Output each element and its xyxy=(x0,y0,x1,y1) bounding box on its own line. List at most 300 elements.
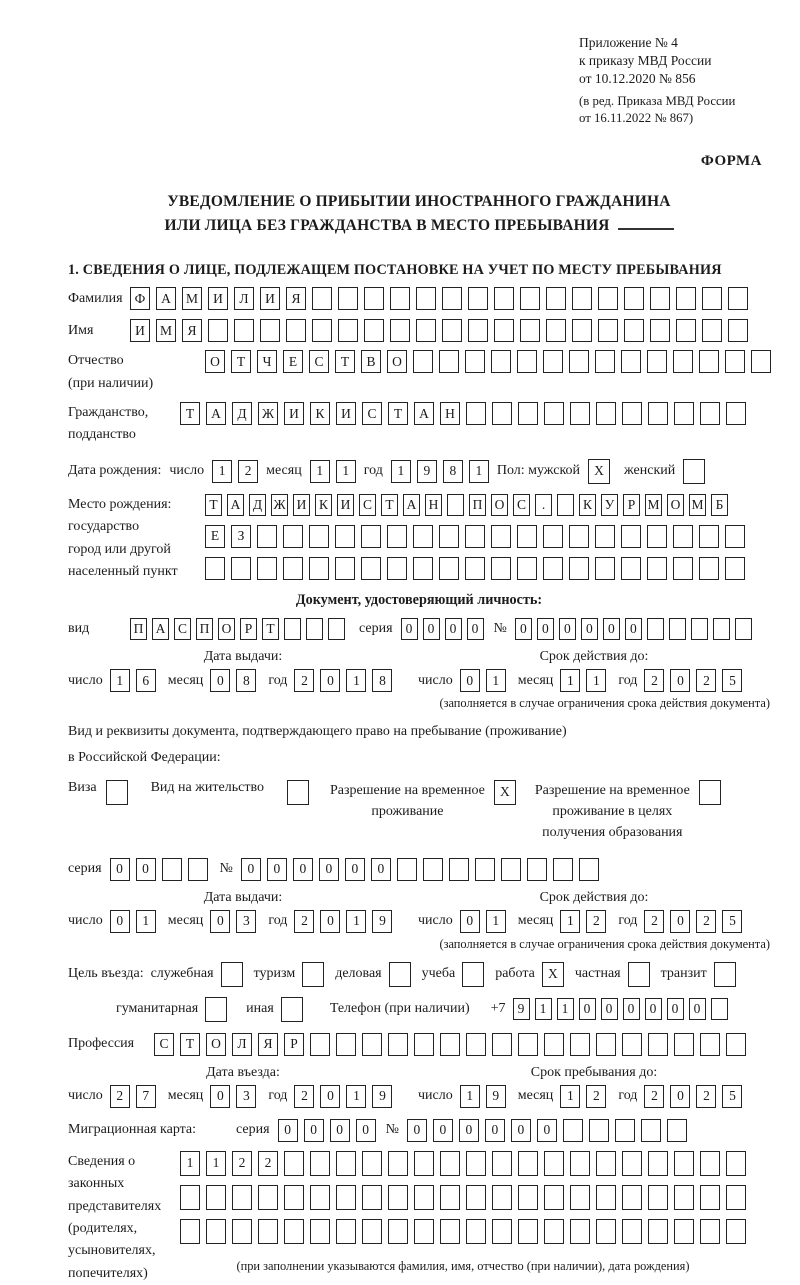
doc-type-char-cell[interactable]: О xyxy=(218,618,235,640)
doc-nomer-cells[interactable] xyxy=(515,618,752,640)
migration-nomer-cell[interactable] xyxy=(641,1119,661,1142)
migration-nomer-cell[interactable] xyxy=(667,1119,687,1142)
residence-issue-day[interactable] xyxy=(110,910,156,933)
surname-cells[interactable] xyxy=(130,287,748,310)
date-cell[interactable]: 1 xyxy=(560,910,580,933)
birthplace-char-cell[interactable] xyxy=(725,525,745,548)
date-cell[interactable]: 5 xyxy=(722,910,742,933)
representative-char-cell[interactable] xyxy=(388,1219,408,1244)
firstname-char-cell[interactable] xyxy=(390,319,410,342)
residence-valid-day[interactable] xyxy=(460,910,506,933)
profession-char-cell[interactable]: Р xyxy=(284,1033,304,1056)
surname-char-cell[interactable] xyxy=(390,287,410,310)
residence-nomer-cell[interactable] xyxy=(423,858,443,881)
date-cell[interactable]: 9 xyxy=(372,910,392,933)
date-cell[interactable]: 1 xyxy=(346,1085,366,1108)
representatives-cells-row2[interactable] xyxy=(180,1185,746,1210)
purpose-option-delovaya-checkbox[interactable] xyxy=(389,962,411,987)
purpose-cell[interactable] xyxy=(302,962,324,987)
phone-digit-cell[interactable]: 0 xyxy=(667,998,684,1020)
representative-char-cell[interactable] xyxy=(336,1219,356,1244)
patronymic-char-cell[interactable] xyxy=(595,350,615,373)
surname-char-cell[interactable] xyxy=(676,287,696,310)
date-cell[interactable]: 0 xyxy=(320,910,340,933)
doc-nomer-cell[interactable]: 0 xyxy=(581,618,598,640)
birthplace-char-cell[interactable] xyxy=(673,557,693,580)
citizenship-char-cell[interactable] xyxy=(596,402,616,425)
representative-char-cell[interactable]: 1 xyxy=(206,1151,226,1176)
rvp-checkbox[interactable] xyxy=(494,780,516,805)
migration-seriya-cell[interactable]: 0 xyxy=(356,1119,376,1142)
phone-digit-cell[interactable]: 0 xyxy=(645,998,662,1020)
birthplace-char-cell[interactable]: И xyxy=(337,494,354,516)
patronymic-char-cell[interactable] xyxy=(491,350,511,373)
patronymic-char-cell[interactable]: О xyxy=(387,350,407,373)
profession-char-cell[interactable] xyxy=(414,1033,434,1056)
profession-char-cell[interactable] xyxy=(336,1033,356,1056)
birthplace-char-cell[interactable] xyxy=(309,557,329,580)
residence-nomer-cell[interactable]: 0 xyxy=(293,858,313,881)
phone-digit-cell[interactable]: 0 xyxy=(689,998,706,1020)
doc-type-char-cell[interactable]: Р xyxy=(240,618,257,640)
citizenship-char-cell[interactable]: Т xyxy=(180,402,200,425)
doc-seriya-cell[interactable]: 0 xyxy=(445,618,462,640)
representative-char-cell[interactable] xyxy=(596,1219,616,1244)
birth-month-cell[interactable]: 1 xyxy=(336,460,356,483)
representative-char-cell[interactable] xyxy=(622,1151,642,1176)
phone-digit-cell[interactable]: 1 xyxy=(535,998,552,1020)
purpose-option-gumanitarnaya-checkbox[interactable] xyxy=(205,997,227,1022)
surname-char-cell[interactable] xyxy=(442,287,462,310)
migration-nomer-cell[interactable]: 0 xyxy=(485,1119,505,1142)
birthplace-char-cell[interactable] xyxy=(569,525,589,548)
citizenship-char-cell[interactable]: Д xyxy=(232,402,252,425)
birthplace-char-cell[interactable] xyxy=(439,525,459,548)
representative-char-cell[interactable] xyxy=(440,1185,460,1210)
birthplace-char-cell[interactable] xyxy=(257,525,277,548)
patronymic-char-cell[interactable] xyxy=(751,350,771,373)
birthplace-char-cell[interactable]: М xyxy=(645,494,662,516)
birthplace-char-cell[interactable]: З xyxy=(231,525,251,548)
birthplace-char-cell[interactable]: . xyxy=(535,494,552,516)
profession-char-cell[interactable] xyxy=(674,1033,694,1056)
representative-char-cell[interactable] xyxy=(388,1185,408,1210)
migration-nomer-cell[interactable]: 0 xyxy=(407,1119,427,1142)
birthplace-cells-row3[interactable] xyxy=(205,557,745,580)
rvp-edu-cell[interactable] xyxy=(699,780,721,805)
birthplace-char-cell[interactable]: Ж xyxy=(271,494,288,516)
citizenship-char-cell[interactable]: А xyxy=(206,402,226,425)
date-cell[interactable]: 1 xyxy=(486,669,506,692)
doc-seriya-cell[interactable]: 0 xyxy=(401,618,418,640)
patronymic-char-cell[interactable] xyxy=(647,350,667,373)
date-cell[interactable]: 2 xyxy=(696,1085,716,1108)
birthplace-char-cell[interactable] xyxy=(647,525,667,548)
doc-type-char-cell[interactable]: Т xyxy=(262,618,279,640)
residence-seriya-cell[interactable]: 0 xyxy=(110,858,130,881)
birthplace-char-cell[interactable]: Е xyxy=(205,525,225,548)
patronymic-char-cell[interactable] xyxy=(465,350,485,373)
birthplace-char-cell[interactable]: С xyxy=(513,494,530,516)
purpose-option-rabota-checkbox[interactable] xyxy=(542,962,564,987)
birthplace-char-cell[interactable]: А xyxy=(227,494,244,516)
representative-char-cell[interactable] xyxy=(492,1185,512,1210)
birthplace-char-cell[interactable] xyxy=(621,525,641,548)
date-cell[interactable]: 2 xyxy=(644,669,664,692)
residence-valid-month[interactable] xyxy=(560,910,606,933)
firstname-char-cell[interactable] xyxy=(702,319,722,342)
representative-char-cell[interactable] xyxy=(336,1151,356,1176)
representative-char-cell[interactable] xyxy=(544,1219,564,1244)
profession-char-cell[interactable]: О xyxy=(206,1033,226,1056)
patronymic-char-cell[interactable] xyxy=(673,350,693,373)
date-cell[interactable]: 5 xyxy=(722,669,742,692)
profession-char-cell[interactable]: Л xyxy=(232,1033,252,1056)
birthplace-char-cell[interactable] xyxy=(205,557,225,580)
representative-char-cell[interactable] xyxy=(284,1151,304,1176)
purpose-cell[interactable] xyxy=(281,997,303,1022)
date-cell[interactable]: 2 xyxy=(294,910,314,933)
birthplace-char-cell[interactable] xyxy=(621,557,641,580)
patronymic-char-cell[interactable] xyxy=(439,350,459,373)
residence-seriya-cell[interactable] xyxy=(188,858,208,881)
date-cell[interactable]: 0 xyxy=(210,1085,230,1108)
doc-type-cells[interactable] xyxy=(130,618,345,640)
residence-nomer-cell[interactable] xyxy=(397,858,417,881)
birthplace-char-cell[interactable] xyxy=(413,525,433,548)
representative-char-cell[interactable] xyxy=(414,1219,434,1244)
surname-char-cell[interactable] xyxy=(338,287,358,310)
representative-char-cell[interactable] xyxy=(388,1151,408,1176)
birthplace-char-cell[interactable] xyxy=(517,557,537,580)
date-cell[interactable]: 3 xyxy=(236,1085,256,1108)
birthplace-char-cell[interactable]: А xyxy=(403,494,420,516)
representative-char-cell[interactable] xyxy=(206,1185,226,1210)
migration-nomer-cell[interactable] xyxy=(615,1119,635,1142)
vnj-checkbox[interactable] xyxy=(287,780,309,805)
date-cell[interactable]: 9 xyxy=(486,1085,506,1108)
profession-char-cell[interactable] xyxy=(570,1033,590,1056)
representative-char-cell[interactable] xyxy=(518,1219,538,1244)
surname-char-cell[interactable] xyxy=(702,287,722,310)
representatives-cells-row3[interactable] xyxy=(180,1219,746,1244)
doc-type-char-cell[interactable] xyxy=(306,618,323,640)
purpose-cell[interactable] xyxy=(462,962,484,987)
representative-char-cell[interactable] xyxy=(518,1151,538,1176)
date-cell[interactable]: 2 xyxy=(644,910,664,933)
representative-char-cell[interactable] xyxy=(206,1219,226,1244)
birth-month-cell[interactable]: 1 xyxy=(310,460,330,483)
doc-type-char-cell[interactable]: П xyxy=(130,618,147,640)
representative-char-cell[interactable] xyxy=(622,1219,642,1244)
patronymic-char-cell[interactable]: С xyxy=(309,350,329,373)
residence-nomer-cell[interactable] xyxy=(553,858,573,881)
birthplace-char-cell[interactable] xyxy=(387,557,407,580)
doc-nomer-cell[interactable]: 0 xyxy=(537,618,554,640)
representative-char-cell[interactable] xyxy=(648,1219,668,1244)
representative-char-cell[interactable] xyxy=(310,1185,330,1210)
patronymic-char-cell[interactable] xyxy=(569,350,589,373)
stay-day[interactable] xyxy=(460,1085,506,1108)
patronymic-char-cell[interactable]: Е xyxy=(283,350,303,373)
date-cell[interactable]: 2 xyxy=(110,1085,130,1108)
patronymic-char-cell[interactable] xyxy=(725,350,745,373)
purpose-option-inaya-checkbox[interactable] xyxy=(281,997,303,1022)
birthplace-char-cell[interactable] xyxy=(439,557,459,580)
representative-char-cell[interactable] xyxy=(622,1185,642,1210)
date-cell[interactable]: 5 xyxy=(722,1085,742,1108)
birthplace-char-cell[interactable]: С xyxy=(359,494,376,516)
doc-type-char-cell[interactable]: А xyxy=(152,618,169,640)
patronymic-char-cell[interactable]: Т xyxy=(335,350,355,373)
date-cell[interactable]: 7 xyxy=(136,1085,156,1108)
patronymic-char-cell[interactable]: В xyxy=(361,350,381,373)
birthplace-char-cell[interactable]: М xyxy=(689,494,706,516)
birthplace-char-cell[interactable] xyxy=(647,557,667,580)
representative-char-cell[interactable] xyxy=(674,1185,694,1210)
citizenship-char-cell[interactable]: С xyxy=(362,402,382,425)
surname-char-cell[interactable] xyxy=(520,287,540,310)
residence-seriya-cells[interactable] xyxy=(110,858,208,881)
firstname-char-cell[interactable] xyxy=(650,319,670,342)
date-cell[interactable]: 0 xyxy=(210,669,230,692)
citizenship-char-cell[interactable] xyxy=(622,402,642,425)
birthplace-char-cell[interactable]: И xyxy=(293,494,310,516)
entry-month[interactable] xyxy=(210,1085,256,1108)
firstname-char-cell[interactable] xyxy=(546,319,566,342)
citizenship-char-cell[interactable] xyxy=(700,402,720,425)
representative-char-cell[interactable] xyxy=(232,1185,252,1210)
date-cell[interactable]: 0 xyxy=(670,669,690,692)
rvp-cell[interactable]: X xyxy=(494,780,516,805)
firstname-char-cell[interactable] xyxy=(520,319,540,342)
phone-digit-cell[interactable]: 1 xyxy=(557,998,574,1020)
phone-digit-cell[interactable]: 0 xyxy=(579,998,596,1020)
representative-char-cell[interactable] xyxy=(726,1185,746,1210)
birth-year-cells[interactable] xyxy=(391,460,489,483)
date-cell[interactable]: 6 xyxy=(136,669,156,692)
representative-char-cell[interactable] xyxy=(466,1185,486,1210)
migration-nomer-cell[interactable] xyxy=(589,1119,609,1142)
representative-char-cell[interactable] xyxy=(596,1151,616,1176)
identity-valid-year[interactable] xyxy=(644,669,742,692)
date-cell[interactable]: 2 xyxy=(696,910,716,933)
entry-year[interactable] xyxy=(294,1085,392,1108)
profession-char-cell[interactable] xyxy=(466,1033,486,1056)
birthplace-char-cell[interactable] xyxy=(335,557,355,580)
doc-nomer-cell[interactable]: 0 xyxy=(559,618,576,640)
date-cell[interactable]: 2 xyxy=(586,910,606,933)
birthplace-char-cell[interactable] xyxy=(413,557,433,580)
firstname-char-cell[interactable] xyxy=(728,319,748,342)
firstname-char-cell[interactable]: И xyxy=(130,319,150,342)
residence-nomer-cell[interactable]: 0 xyxy=(267,858,287,881)
identity-issue-year[interactable] xyxy=(294,669,392,692)
firstname-cells[interactable] xyxy=(130,319,748,342)
purpose-option-turizm-checkbox[interactable] xyxy=(302,962,324,987)
birthplace-cells-row1[interactable] xyxy=(205,494,745,516)
representative-char-cell[interactable] xyxy=(570,1219,590,1244)
birthplace-char-cell[interactable]: О xyxy=(491,494,508,516)
citizenship-char-cell[interactable] xyxy=(648,402,668,425)
representative-char-cell[interactable] xyxy=(362,1151,382,1176)
residence-nomer-cell[interactable]: 0 xyxy=(345,858,365,881)
doc-seriya-cell[interactable]: 0 xyxy=(423,618,440,640)
representative-char-cell[interactable] xyxy=(492,1219,512,1244)
date-cell[interactable]: 1 xyxy=(486,910,506,933)
residence-issue-year[interactable] xyxy=(294,910,392,933)
date-cell[interactable]: 9 xyxy=(372,1085,392,1108)
surname-char-cell[interactable] xyxy=(650,287,670,310)
migration-nomer-cell[interactable] xyxy=(563,1119,583,1142)
birthplace-cells-row2[interactable] xyxy=(205,525,745,548)
citizenship-char-cell[interactable] xyxy=(570,402,590,425)
birthplace-char-cell[interactable]: Н xyxy=(425,494,442,516)
birthplace-char-cell[interactable] xyxy=(361,557,381,580)
doc-nomer-cell[interactable] xyxy=(735,618,752,640)
representative-char-cell[interactable] xyxy=(466,1151,486,1176)
firstname-char-cell[interactable] xyxy=(234,319,254,342)
profession-char-cell[interactable] xyxy=(310,1033,330,1056)
patronymic-char-cell[interactable] xyxy=(517,350,537,373)
surname-char-cell[interactable] xyxy=(624,287,644,310)
representative-char-cell[interactable] xyxy=(440,1219,460,1244)
patronymic-cells[interactable] xyxy=(205,350,771,373)
doc-type-char-cell[interactable]: С xyxy=(174,618,191,640)
citizenship-char-cell[interactable]: А xyxy=(414,402,434,425)
residence-valid-year[interactable] xyxy=(644,910,742,933)
stay-month[interactable] xyxy=(560,1085,606,1108)
doc-type-char-cell[interactable] xyxy=(328,618,345,640)
migration-seriya-cell[interactable]: 0 xyxy=(304,1119,324,1142)
birthplace-char-cell[interactable] xyxy=(335,525,355,548)
representative-char-cell[interactable] xyxy=(232,1219,252,1244)
birthplace-char-cell[interactable]: Р xyxy=(623,494,640,516)
representative-char-cell[interactable] xyxy=(362,1185,382,1210)
doc-nomer-cell[interactable] xyxy=(691,618,708,640)
citizenship-char-cell[interactable]: И xyxy=(284,402,304,425)
representative-char-cell[interactable] xyxy=(414,1185,434,1210)
birthplace-char-cell[interactable] xyxy=(491,525,511,548)
profession-char-cell[interactable] xyxy=(648,1033,668,1056)
doc-type-char-cell[interactable]: П xyxy=(196,618,213,640)
birthplace-char-cell[interactable] xyxy=(517,525,537,548)
firstname-char-cell[interactable] xyxy=(676,319,696,342)
firstname-char-cell[interactable] xyxy=(624,319,644,342)
citizenship-char-cell[interactable]: И xyxy=(336,402,356,425)
representative-char-cell[interactable] xyxy=(310,1151,330,1176)
doc-nomer-cell[interactable] xyxy=(669,618,686,640)
date-cell[interactable]: 1 xyxy=(110,669,130,692)
identity-valid-month[interactable] xyxy=(560,669,606,692)
firstname-char-cell[interactable] xyxy=(598,319,618,342)
migration-seriya-cell[interactable]: 0 xyxy=(330,1119,350,1142)
birth-day-cell[interactable]: 1 xyxy=(212,460,232,483)
date-cell[interactable]: 3 xyxy=(236,910,256,933)
firstname-char-cell[interactable] xyxy=(286,319,306,342)
birthplace-char-cell[interactable]: Б xyxy=(711,494,728,516)
phone-digit-cell[interactable] xyxy=(711,998,728,1020)
profession-char-cell[interactable] xyxy=(622,1033,642,1056)
date-cell[interactable]: 0 xyxy=(320,669,340,692)
migration-seriya-cell[interactable]: 0 xyxy=(278,1119,298,1142)
firstname-char-cell[interactable] xyxy=(208,319,228,342)
patronymic-char-cell[interactable] xyxy=(699,350,719,373)
birthplace-char-cell[interactable] xyxy=(699,525,719,548)
birthplace-char-cell[interactable] xyxy=(465,557,485,580)
purpose-cell[interactable]: X xyxy=(542,962,564,987)
representative-char-cell[interactable] xyxy=(726,1219,746,1244)
doc-nomer-cell[interactable]: 0 xyxy=(603,618,620,640)
profession-char-cell[interactable] xyxy=(700,1033,720,1056)
representative-char-cell[interactable] xyxy=(674,1219,694,1244)
citizenship-char-cell[interactable]: К xyxy=(310,402,330,425)
firstname-char-cell[interactable] xyxy=(260,319,280,342)
representative-char-cell[interactable] xyxy=(700,1185,720,1210)
representative-char-cell[interactable] xyxy=(700,1151,720,1176)
representative-char-cell[interactable] xyxy=(596,1185,616,1210)
birthplace-char-cell[interactable]: К xyxy=(579,494,596,516)
representative-char-cell[interactable]: 2 xyxy=(258,1151,278,1176)
firstname-char-cell[interactable] xyxy=(364,319,384,342)
citizenship-char-cell[interactable]: Т xyxy=(388,402,408,425)
firstname-char-cell[interactable]: Я xyxy=(182,319,202,342)
profession-char-cell[interactable] xyxy=(388,1033,408,1056)
patronymic-char-cell[interactable]: Т xyxy=(231,350,251,373)
representative-char-cell[interactable] xyxy=(674,1151,694,1176)
residence-nomer-cell[interactable] xyxy=(449,858,469,881)
date-cell[interactable]: 1 xyxy=(136,910,156,933)
date-cell[interactable]: 2 xyxy=(294,1085,314,1108)
representative-char-cell[interactable] xyxy=(180,1219,200,1244)
birthplace-char-cell[interactable] xyxy=(283,557,303,580)
phone-digit-cell[interactable]: 0 xyxy=(601,998,618,1020)
patronymic-char-cell[interactable] xyxy=(543,350,563,373)
residence-nomer-cell[interactable]: 0 xyxy=(241,858,261,881)
date-cell[interactable]: 0 xyxy=(670,1085,690,1108)
profession-char-cell[interactable] xyxy=(596,1033,616,1056)
surname-char-cell[interactable] xyxy=(312,287,332,310)
birthplace-char-cell[interactable] xyxy=(557,494,574,516)
patronymic-char-cell[interactable]: О xyxy=(205,350,225,373)
surname-char-cell[interactable]: И xyxy=(208,287,228,310)
representative-char-cell[interactable] xyxy=(284,1185,304,1210)
profession-char-cell[interactable]: С xyxy=(154,1033,174,1056)
representative-char-cell[interactable]: 1 xyxy=(180,1151,200,1176)
birthplace-char-cell[interactable] xyxy=(569,557,589,580)
phone-digit-cell[interactable]: 0 xyxy=(623,998,640,1020)
birth-year-cell[interactable]: 8 xyxy=(443,460,463,483)
birthplace-char-cell[interactable] xyxy=(465,525,485,548)
surname-char-cell[interactable] xyxy=(598,287,618,310)
representative-char-cell[interactable]: 2 xyxy=(232,1151,252,1176)
profession-char-cell[interactable] xyxy=(726,1033,746,1056)
profession-char-cell[interactable] xyxy=(518,1033,538,1056)
representative-char-cell[interactable] xyxy=(726,1151,746,1176)
date-cell[interactable]: 1 xyxy=(586,669,606,692)
vnj-cell[interactable] xyxy=(287,780,309,805)
residence-seriya-cell[interactable] xyxy=(162,858,182,881)
migration-nomer-cell[interactable]: 0 xyxy=(459,1119,479,1142)
representative-char-cell[interactable] xyxy=(466,1219,486,1244)
representative-char-cell[interactable] xyxy=(414,1151,434,1176)
representative-char-cell[interactable] xyxy=(336,1185,356,1210)
sex-female-checkbox[interactable] xyxy=(683,459,705,484)
date-cell[interactable]: 0 xyxy=(460,669,480,692)
representative-char-cell[interactable] xyxy=(284,1219,304,1244)
surname-char-cell[interactable]: А xyxy=(156,287,176,310)
purpose-cell[interactable] xyxy=(628,962,650,987)
